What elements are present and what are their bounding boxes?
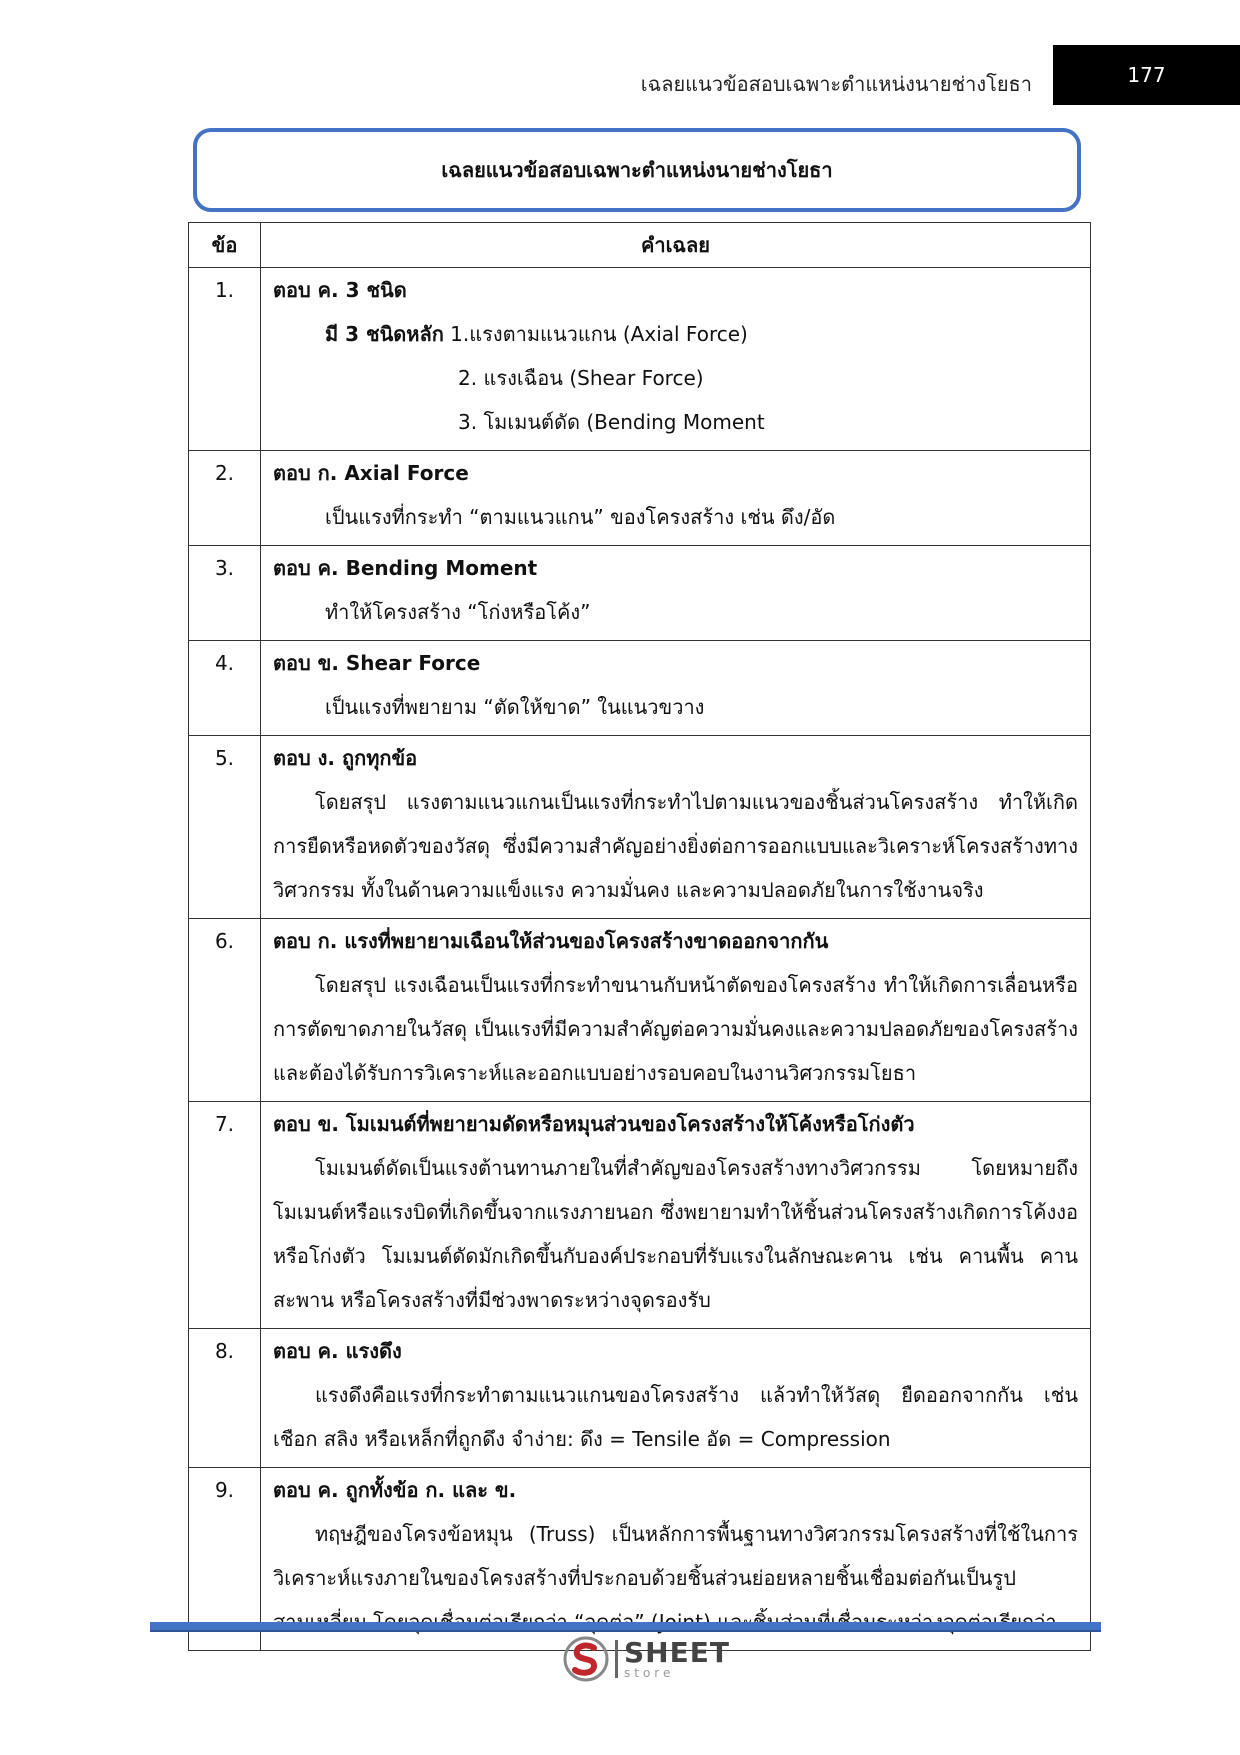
table-header-row (189, 223, 1091, 268)
table-row (189, 268, 1091, 451)
answer-line: ตอบ ก. Axial Force (273, 461, 469, 485)
footer-rule (150, 1622, 1101, 1632)
answer-line: ตอบ ค. ถูกทั้งข้อ ก. และ ข. (273, 1478, 517, 1502)
title-box-text: เฉลยแนวข้อสอบเฉพาะตำแหน่งนายช่างโยธา (441, 158, 833, 182)
answer-line: ตอบ ค. Bending Moment (273, 556, 538, 580)
answer-table (188, 222, 1091, 1651)
answer-detail (273, 312, 1078, 356)
logo-sub-text: store (624, 1666, 675, 1680)
detail-line: 3. โมเมนต์ดัด (Bending Moment (458, 410, 765, 434)
detail-bold: มี 3 ชนิดหลัก (325, 322, 444, 346)
page-number: 177 (1053, 45, 1240, 105)
answer-explanation: แรงดึงคือแรงที่กระทำตามแนวแกนของโครงสร้าง แล้วทำให้วัสดุ ยืดออกจากกัน เช่น เชือก สลิง หรือเหล็กที่ถูกดึง จำง่าย: ดึง = Tensile อัด = Compression (273, 1383, 1078, 1451)
detail-line: 1.แรงตามแนวแกน (Axial Force) (450, 322, 748, 346)
table-row (189, 736, 1091, 919)
answer-explanation: เป็นแรงที่กระทำ “ตามแนวแกน” ของโครงสร้าง เช่น ดึง/อัด (325, 505, 836, 529)
row-number: 2. (189, 451, 261, 546)
row-number: 8. (189, 1329, 261, 1468)
row-answer-cell (261, 268, 1091, 451)
logo-divider (615, 1640, 618, 1678)
answer-line: ตอบ ค. แรงดึง (273, 1339, 402, 1363)
answer-explanation: โดยสรุป แรงตามแนวแกนเป็นแรงที่กระทำไปตามแนวของชิ้นส่วนโครงสร้าง ทำให้เกิดการยืดหรือหดตัวของวัสดุ ซึ่งมีความสำคัญอย่างยิ่งต่อการออกแบบและวิเคราะห์โครงสร้างทางวิศวกรรม ทั้งในด้านความแข็งแรง ความมั่นคง และความปลอดภัยในการใช้งานจริง (273, 790, 1078, 902)
row-answer-cell (261, 546, 1091, 641)
answer-line: ตอบ ง. ถูกทุกข้อ (273, 746, 418, 770)
running-header-title: เฉลยแนวข้อสอบเฉพาะตำแหน่งนายช่างโยธา (640, 72, 1032, 96)
row-number: 7. (189, 1102, 261, 1329)
header-answer: คำเฉลย (261, 223, 1091, 268)
table-row (189, 641, 1091, 736)
row-answer-cell (261, 1329, 1091, 1468)
logo-main-text: SHEET (624, 1636, 730, 1669)
row-answer-cell (261, 1102, 1091, 1329)
detail-line: 2. แรงเฉือน (Shear Force) (458, 366, 704, 390)
row-number: 9. (189, 1468, 261, 1651)
answer-explanation: ทฤษฎีของโครงข้อหมุน (Truss) เป็นหลักการพื้นฐานทางวิศวกรรมโครงสร้างที่ใช้ในการวิเคราะห์แรงภายในของโครงสร้างที่ประกอบด้วยชิ้นส่วนย่อยหลายชิ้นเชื่อมต่อกันเป็นรูป (273, 1522, 1078, 1590)
header-number: ข้อ (189, 223, 261, 268)
table-row (189, 1102, 1091, 1329)
table-row (189, 1329, 1091, 1468)
answer-explanation: ทำให้โครงสร้าง “โก่งหรือโค้ง” (325, 600, 591, 624)
row-answer-cell (261, 451, 1091, 546)
row-number: 4. (189, 641, 261, 736)
footer-logo (563, 1636, 730, 1682)
row-number: 3. (189, 546, 261, 641)
logo-wordmark (624, 1636, 730, 1680)
answer-line: ตอบ ข. โมเมนต์ที่พยายามดัดหรือหมุนส่วนของโครงสร้างให้โค้งหรือโก่งตัว (273, 1112, 915, 1136)
answer-line: ตอบ ข. Shear Force (273, 651, 481, 675)
row-number: 6. (189, 919, 261, 1102)
table-row (189, 919, 1091, 1102)
answer-line: ตอบ ก. แรงที่พยายามเฉือนให้ส่วนของโครงสร้างขาดออกจากกัน (273, 929, 829, 953)
answer-explanation: โมเมนต์ดัดเป็นแรงต้านทานภายในที่สำคัญของโครงสร้างทางวิศวกรรม โดยหมายถึงโมเมนต์หรือแรงบิดที่เกิดขึ้นจากแรงภายนอก ซึ่งพยายามทำให้ชิ้นส่วนโครงสร้างเกิดการโค้งงอหรือโก่งตัว โมเมนต์ดัดมักเกิดขึ้นกับองค์ประกอบที่รับแรงในลักษณะคาน เช่น คานพื้น คานสะพาน หรือโครงสร้างที่มีช่วงพาดระหว่างจุดรองรับ (273, 1156, 1078, 1312)
row-answer-cell (261, 736, 1091, 919)
answer-explanation: เป็นแรงที่พยายาม “ตัดให้ขาด” ในแนวขวาง (325, 695, 705, 719)
answer-explanation: โดยสรุป แรงเฉือนเป็นแรงที่กระทำขนานกับหน้าตัดของโครงสร้าง ทำให้เกิดการเลื่อนหรือการตัดขาดภายในวัสดุ เป็นแรงที่มีความสำคัญต่อความมั่นคงและความปลอดภัยของโครงสร้าง และต้องได้รับการวิเคราะห์และออกแบบอย่างรอบคอบในงานวิศวกรรมโยธา (273, 973, 1078, 1085)
title-box (193, 128, 1081, 212)
row-answer-cell (261, 641, 1091, 736)
row-number: 5. (189, 736, 261, 919)
sheet-store-logo-icon (563, 1636, 609, 1682)
table-row (189, 546, 1091, 641)
row-answer-cell (261, 919, 1091, 1102)
answer-line: ตอบ ค. 3 ชนิด (273, 278, 407, 302)
row-number: 1. (189, 268, 261, 451)
table-row (189, 451, 1091, 546)
